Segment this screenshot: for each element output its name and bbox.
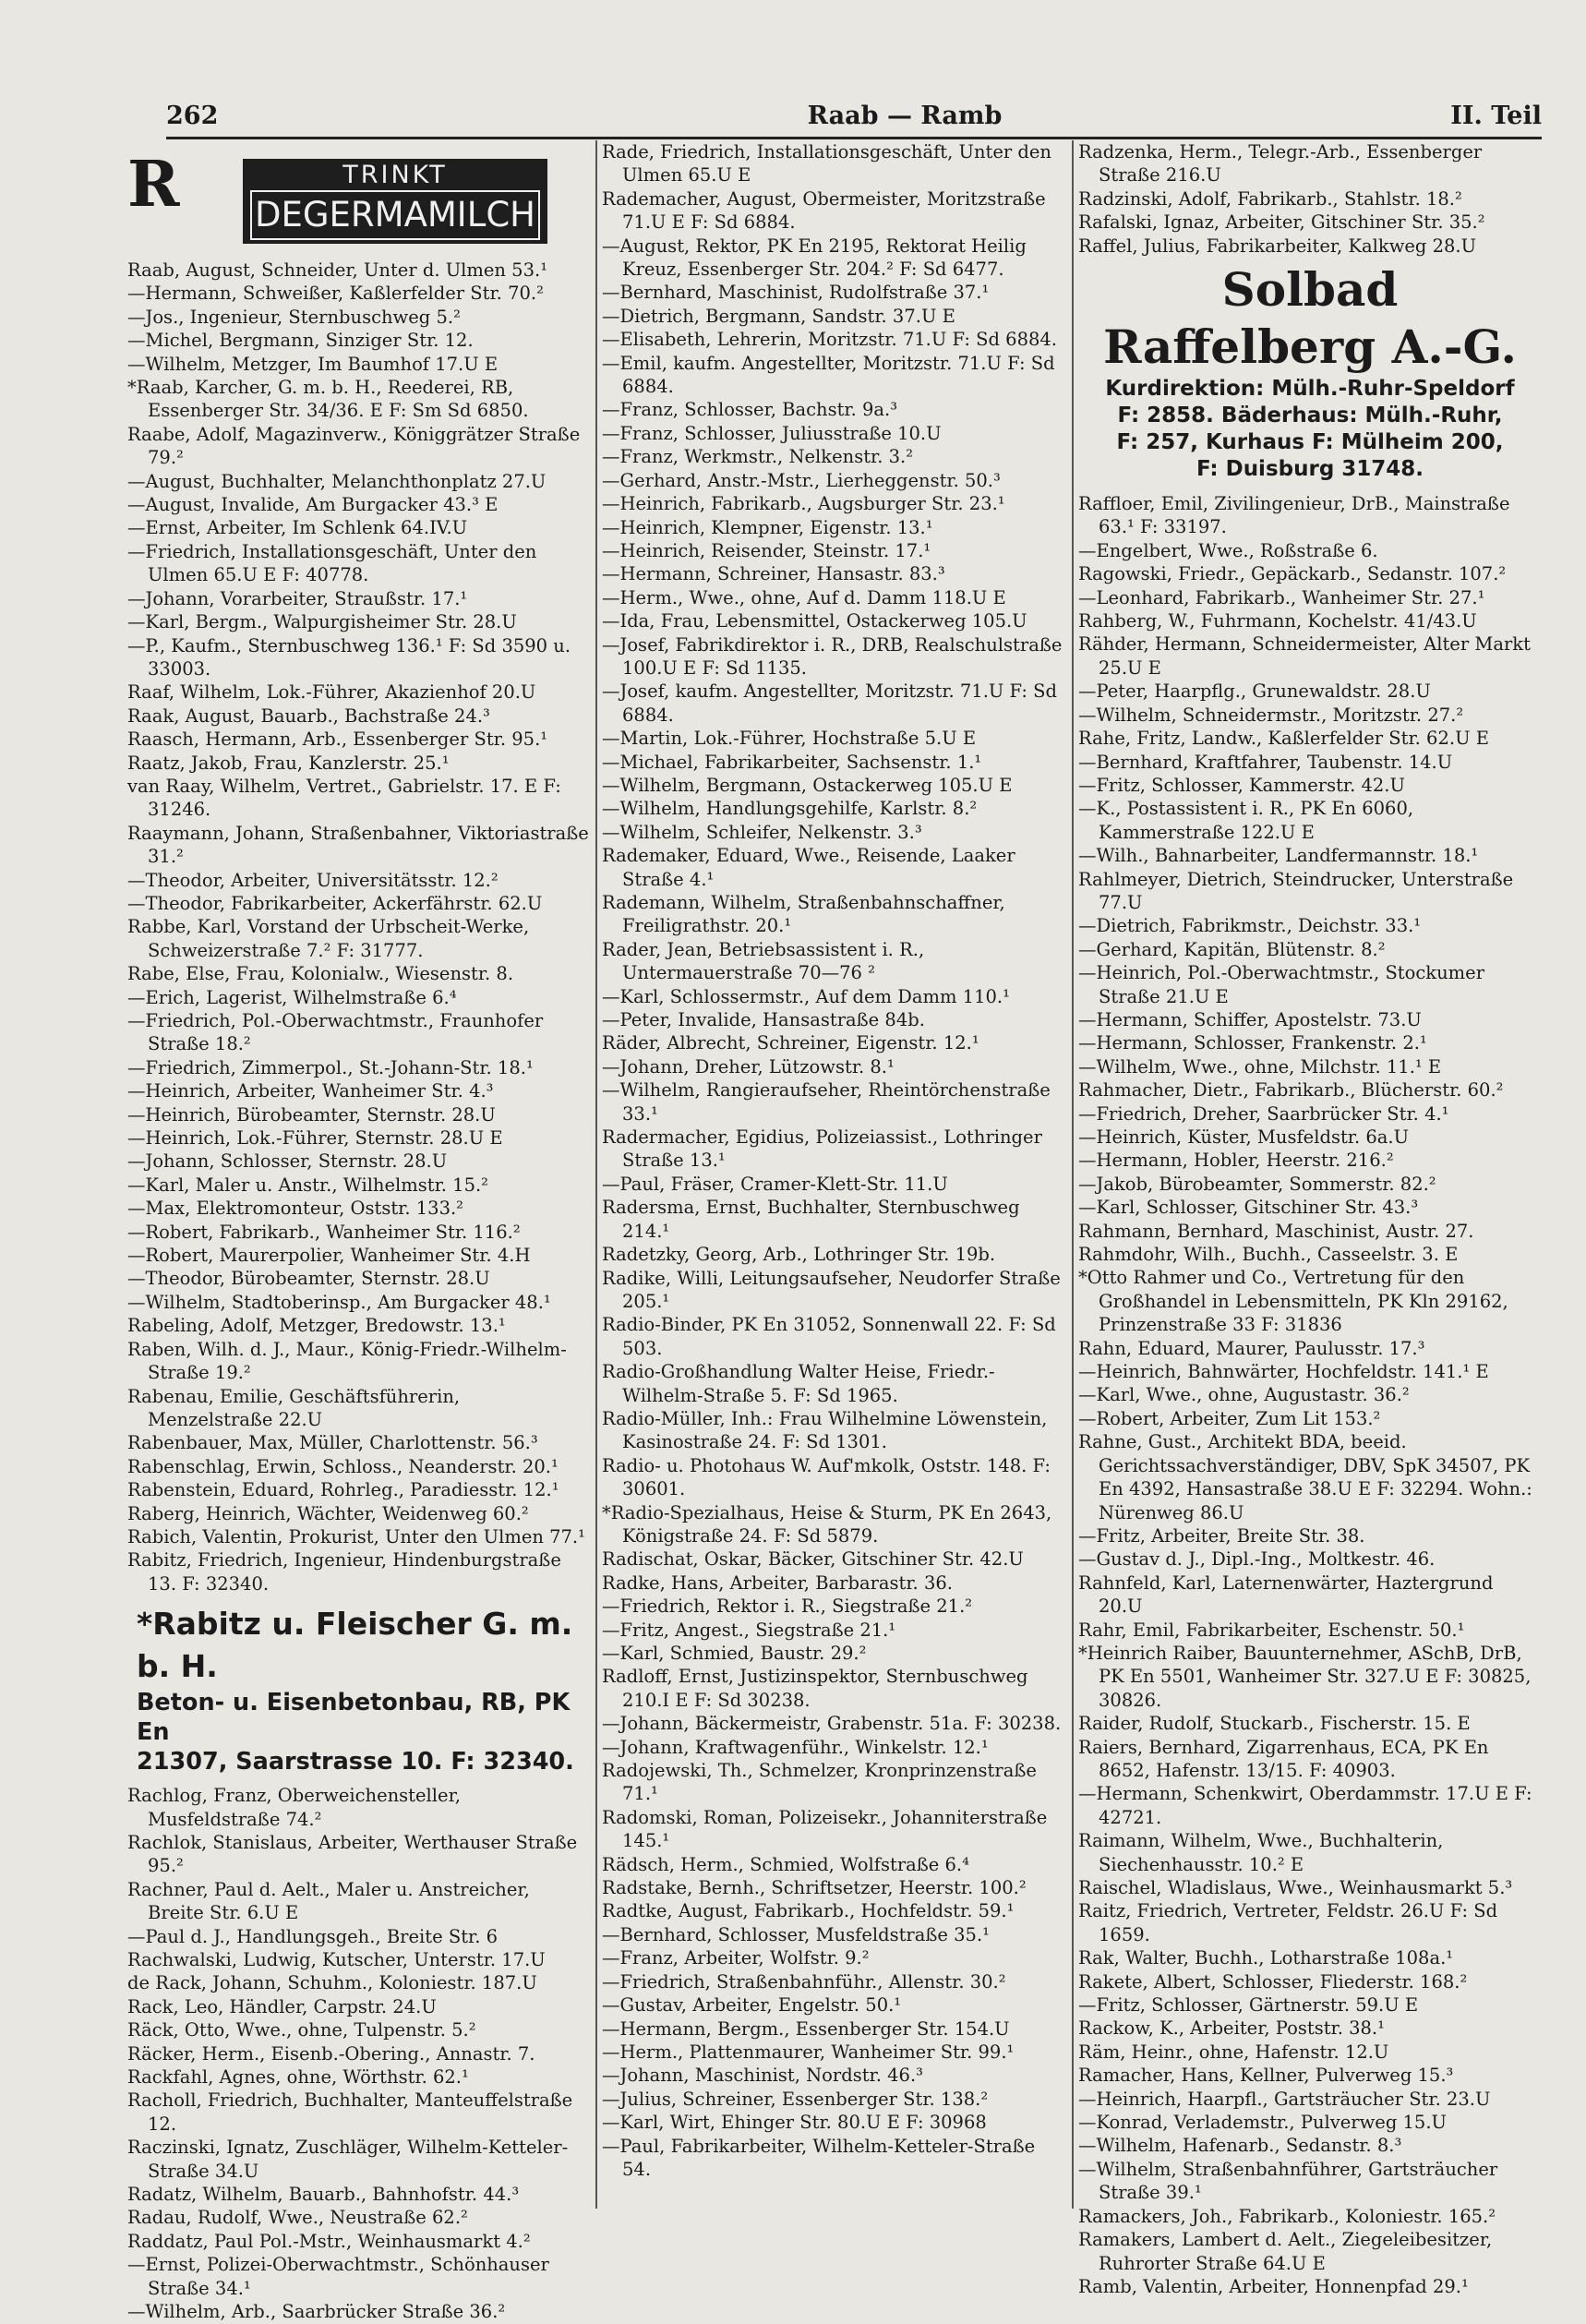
directory-entry: Rahr, Emil, Fabrikarbeiter, Eschenstr. 50.¹	[1078, 1619, 1465, 1641]
directory-entry: Radtke, August, Fabrikarb., Hochfeldstr. 59.¹	[602, 1900, 1015, 1922]
directory-entry: Raaymann, Johann, Straßenbahner, Viktoriastraße 31.²	[127, 822, 589, 868]
column-3	[1078, 140, 1542, 2297]
page-range: Raab — Ramb	[807, 102, 1003, 130]
directory-entry: *Raab, Karcher, G. m. b. H., Reederei, RB, Essenberger Str. 34/36. E F: Sm Sd 6850.	[127, 377, 529, 422]
directory-entry: —Johann, Bäckermeistr, Grabenstr. 51a. F: 30238.	[602, 1713, 1062, 1735]
directory-entry: —Ernst, Arbeiter, Im Schlenk 64.IV.U	[127, 517, 468, 539]
directory-entry: Rachlog, Franz, Oberweichensteller, Musfeldstraße 74.²	[127, 1785, 461, 1830]
directory-entry: Radio-Großhandlung Walter Heise, Friedr.-Wilhelm-Straße 5. F: Sd 1965.	[602, 1361, 995, 1406]
directory-entry: —Karl, Wwe., ohne, Augustastr. 36.²	[1078, 1384, 1410, 1406]
milk-advertisement	[243, 159, 547, 244]
directory-entry: —Friedrich, Rektor i. R., Siegstraße 21.²	[602, 1595, 973, 1618]
directory-entry: —Karl, Schmied, Baustr. 29.²	[602, 1643, 867, 1664]
directory-entry: —Wilhelm, Stadtoberinsp., Am Burgacker 48.¹	[127, 1291, 551, 1313]
directory-entry: —Wilhelm, Bergmann, Ostackerweg 105.U E	[602, 774, 1013, 796]
directory-entry: Raider, Rudolf, Stuckarb., Fischerstr. 15. E	[1078, 1713, 1471, 1735]
rabitz-ad-title: *Rabitz u. Fleischer G. m. b. H.	[137, 1606, 573, 1685]
directory-entry: Radatz, Wilhelm, Bauarb., Bahnhofstr. 44.³	[127, 2184, 520, 2206]
directory-entry: Raaf, Wilhelm, Lok.-Führer, Akazienhof 20.U	[127, 681, 536, 704]
directory-entry: —Hermann, Schlosser, Frankenstr. 2.¹	[1078, 1032, 1427, 1054]
directory-entry: —Wilh., Bahnarbeiter, Landfermannstr. 18.¹	[1078, 845, 1479, 867]
directory-entry: Rähder, Hermann, Schneidermeister, Alter Markt 25.U E	[1078, 633, 1531, 679]
directory-entry: —Konrad, Verlademstr., Pulverweg 15.U	[1078, 2112, 1447, 2134]
entries-col1-a	[127, 259, 589, 1595]
directory-entry: —August, Invalide, Am Burgacker 43.³ E	[127, 494, 499, 516]
directory-entry: —Friedrich, Pol.-Oberwachtmstr., Fraunhofer Straße 18.²	[127, 1010, 544, 1055]
directory-entry: —Dietrich, Fabrikmstr., Deichstr. 33.¹	[1078, 915, 1422, 937]
directory-entry: —Franz, Schlosser, Juliusstraße 10.U	[602, 422, 942, 444]
directory-entry: Racholl, Friedrich, Buchhalter, Manteuffelstraße 12.	[127, 2089, 573, 2135]
directory-entry: Rahmacher, Dietr., Fabrikarb., Blücherstr. 60.²	[1078, 1079, 1504, 1102]
directory-entry: —Paul, Fabrikarbeiter, Wilhelm-Ketteler-Straße 54.	[602, 2135, 1036, 2180]
directory-entry: —Heinrich, Fabrikarb., Augsburger Str. 23.¹	[602, 493, 1005, 515]
directory-entry: *Radio-Spezialhaus, Heise & Sturm, PK En 2643, Königstraße 24. F: Sd 5879.	[602, 1501, 1052, 1547]
directory-entry: —Johann, Dreher, Lützowstr. 8.¹	[602, 1055, 895, 1078]
directory-entry: —Gustav d. J., Dipl.-Ing., Moltkestr. 46.	[1078, 1548, 1436, 1571]
directory-entry: —Wilhelm, Straßenbahnführer, Gartsträucher Straße 39.¹	[1078, 2158, 1498, 2204]
directory-entry: Raasch, Hermann, Arb., Essenberger Str. 95.¹	[127, 729, 548, 751]
directory-entry: Radzinski, Adolf, Fabrikarb., Stahlstr. 18.²	[1078, 187, 1462, 210]
directory-entry: —Theodor, Bürobeamter, Sternstr. 28.U	[127, 1268, 490, 1290]
directory-entry: Rackfahl, Agnes, ohne, Wörthstr. 62.¹	[127, 2066, 469, 2089]
directory-entry: van Raay, Wilhelm, Vertret., Gabrielstr. 17. E F: 31246.	[127, 775, 561, 821]
directory-entry: —Hermann, Schiffer, Apostelstr. 73.U	[1078, 1008, 1422, 1030]
directory-entry: —Max, Elektromonteur, Oststr. 133.²	[127, 1198, 463, 1220]
directory-entry: —Michael, Fabrikarbeiter, Sachsenstr. 1.¹	[602, 751, 982, 773]
milk-ad-line2: DEGERMAMILCH	[250, 190, 540, 240]
directory-entry: Rahne, Gust., Architekt BDA, beeid. Gerichtssachverständiger, DBV, SpK 34507, PK En 4392, Hansastraße 38.U E F: 32294. Wohn.: Nürenweg 86.U	[1078, 1431, 1532, 1523]
directory-entry: —Heinrich, Pol.-Oberwachtmstr., Stockumer Straße 21.U E	[1078, 962, 1485, 1007]
directory-entry: —Emil, kaufm. Angestellter, Moritzstr. 71.U F: Sd 6884.	[602, 352, 1055, 398]
directory-entry: Radstake, Bernh., Schriftsetzer, Heerstr. 100.²	[602, 1877, 1027, 1899]
directory-entry: —Heinrich, Klempner, Eigenstr. 13.¹	[602, 516, 933, 538]
directory-entry: —Karl, Bergm., Walpurgisheimer Str. 28.U	[127, 611, 517, 633]
directory-entry: —Heinrich, Reisender, Steinstr. 17.¹	[602, 539, 931, 561]
directory-entry: —K., Postassistent i. R., PK En 6060, Kammerstraße 122.U E	[1078, 798, 1414, 843]
directory-entry: —Elisabeth, Lehrerin, Moritzstr. 71.U F: Sd 6884.	[602, 329, 1057, 351]
directory-entry: Radio- u. Photohaus W. Auf'mkolk, Oststr. 148. F: 30601.	[602, 1454, 1051, 1500]
directory-entry: —August, Buchhalter, Melanchthonplatz 27.U	[127, 470, 547, 492]
directory-entry: de Rack, Johann, Schuhm., Koloniestr. 187.U	[127, 1972, 537, 1994]
section-head	[127, 140, 589, 259]
directory-entry: —Gerhard, Kapitän, Blütenstr. 8.²	[1078, 938, 1386, 960]
directory-entry: —Friedrich, Straßenbahnführ., Allenstr. 30.²	[602, 1970, 1006, 1993]
directory-entry: —Jakob, Bürobeamter, Sommerstr. 82.²	[1078, 1173, 1436, 1195]
directory-entry: —Fritz, Schlosser, Kammerstr. 42.U	[1078, 774, 1405, 796]
directory-entry: —Johann, Vorarbeiter, Straußstr. 17.¹	[127, 587, 468, 609]
directory-entry: Ramacher, Hans, Kellner, Pulverweg 15.³	[1078, 2065, 1454, 2087]
directory-entry: —Heinrich, Lok.-Führer, Sternstr. 28.U E	[127, 1127, 503, 1150]
directory-entry: Raimann, Wilhelm, Wwe., Buchhalterin, Siechenhausstr. 10.² E	[1078, 1830, 1444, 1875]
directory-entry: —Hermann, Hobler, Heerstr. 216.²	[1078, 1150, 1394, 1172]
directory-entry: Rafalski, Ignaz, Arbeiter, Gitschiner Str. 35.²	[1078, 211, 1485, 234]
directory-entry: *Otto Rahmer und Co., Vertretung für den Großhandel in Lebensmitteln, PK Kln 29162, Prinzenstraße 33 F: 31836	[1078, 1267, 1508, 1336]
directory-entry: Rakete, Albert, Schlosser, Fliederstr. 168.²	[1078, 1970, 1468, 1993]
directory-entry: Raabe, Adolf, Magazinverw., Königgrätzer Straße 79.²	[127, 423, 581, 469]
directory-entry: Rahmdohr, Wilh., Buchh., Casseelstr. 3. E	[1078, 1244, 1459, 1266]
rabitz-ad-line1: Beton- u. Eisenbetonbau, RB, PK En	[137, 1689, 571, 1747]
directory-entry: —Fritz, Schlosser, Gärtnerstr. 59.U E	[1078, 1994, 1419, 2017]
solbad-advertisement	[1078, 261, 1542, 483]
directory-entry: —Heinrich, Bürobeamter, Sternstr. 28.U	[127, 1103, 496, 1126]
directory-entry: Raben, Wilh. d. J., Maur., König-Friedr.-Wilhelm-Straße 19.²	[127, 1338, 567, 1384]
directory-entry: —Leonhard, Fabrikarb., Wanheimer Str. 27.¹	[1078, 586, 1485, 608]
directory-entry: Rahe, Fritz, Landw., Kaßlerfelder Str. 62.U E	[1078, 728, 1489, 750]
directory-entry: —Robert, Arbeiter, Zum Lit 153.²	[1078, 1407, 1381, 1429]
directory-entry: —Martin, Lok.-Führer, Hochstraße 5.U E	[602, 728, 977, 750]
column-2	[602, 140, 1063, 2209]
directory-entry: Rabich, Valentin, Prokurist, Unter den Ulmen 77.¹	[127, 1525, 585, 1547]
directory-entry: Radomski, Roman, Polizeisekr., Johanniterstraße 145.¹	[602, 1806, 1048, 1852]
rabitz-ad-line2: 21307, Saarstrasse 10. F: 32340.	[137, 1748, 574, 1776]
directory-entry: Raitz, Friedrich, Vertreter, Feldstr. 26.U F: Sd 1659.	[1078, 1900, 1498, 1945]
entries-col1-b	[127, 1784, 589, 2323]
entries-col2	[602, 140, 1063, 2181]
header-rule	[166, 137, 1542, 139]
directory-entry: Radersma, Ernst, Buchhalter, Sternbuschweg 214.¹	[602, 1197, 1020, 1242]
directory-entry: —Wilhelm, Handlungsgehilfe, Karlstr. 8.²	[602, 798, 978, 820]
directory-entry: —Hermann, Schweißer, Kaßlerfelder Str. 70.²	[127, 283, 544, 305]
directory-entry: Rademann, Wilhelm, Straßenbahnschaffner, Freiligrathstr. 20.¹	[602, 892, 1005, 937]
directory-entry: —Gustav, Arbeiter, Engelstr. 50.¹	[602, 1994, 902, 2017]
directory-entry: Rade, Friedrich, Installationsgeschäft, Unter den Ulmen 65.U E	[602, 141, 1051, 187]
directory-entry: Rabenbauer, Max, Müller, Charlottenstr. 56.³	[127, 1432, 538, 1454]
directory-entry: —Karl, Schlosser, Gitschiner Str. 43.³	[1078, 1197, 1419, 1219]
directory-part: II. Teil	[1450, 102, 1542, 130]
directory-entry: —Josef, Fabrikdirektor i. R., DRB, Realschulstraße 100.U E F: Sd 1135.	[602, 633, 1063, 679]
directory-entry: Radischat, Oskar, Bäcker, Gitschiner Str. 42.U	[602, 1548, 1024, 1571]
directory-entry: —Herm., Plattenmaurer, Wanheimer Str. 99.¹	[602, 2041, 1015, 2063]
column-1	[127, 140, 589, 2323]
directory-entry: Ramakers, Lambert d. Aelt., Ziegeleibesitzer, Ruhrorter Straße 64.U E	[1078, 2229, 1493, 2274]
entries-col3-b	[1078, 492, 1542, 2298]
directory-entry: Raischel, Wladislaus, Wwe., Weinhausmarkt 5.³	[1078, 1877, 1513, 1898]
directory-entry: —Johann, Maschinist, Nordstr. 46.³	[602, 2065, 923, 2087]
directory-entry: —Wilhelm, Hafenarb., Sedanstr. 8.³	[1078, 2135, 1402, 2157]
page-number: 262	[166, 102, 219, 130]
solbad-ad-line3: F: 257, Kurhaus F: Mülheim 200,	[1116, 430, 1504, 455]
directory-entry: —Karl, Schlossermstr., Auf dem Damm 110.¹	[602, 985, 1010, 1007]
directory-entry: —Franz, Werkmstr., Nelkenstr. 3.²	[602, 446, 914, 468]
directory-entry: Raiers, Bernhard, Zigarrenhaus, ECA, PK En 8652, Hafenstr. 13/15. F: 40903.	[1078, 1736, 1489, 1781]
directory-entry: —Heinrich, Arbeiter, Wanheimer Str. 4.³	[127, 1080, 494, 1102]
directory-entry: Radke, Hans, Arbeiter, Barbarastr. 36.	[602, 1571, 953, 1594]
directory-entry: Rak, Walter, Buchh., Lotharstraße 108a.¹	[1078, 1947, 1454, 1969]
directory-entry: Rack, Leo, Händler, Carpstr. 24.U	[127, 1995, 437, 2017]
directory-entry: —Herm., Wwe., ohne, Auf d. Damm 118.U E	[602, 586, 1006, 608]
directory-entry: —Josef, kaufm. Angestellter, Moritzstr. 71.U F: Sd 6884.	[602, 680, 1057, 726]
directory-entry: Radzenka, Herm., Telegr.-Arb., Essenberger Straße 216.U	[1078, 141, 1483, 187]
directory-entry: —Peter, Invalide, Hansastraße 84b.	[602, 1009, 925, 1031]
page-header	[166, 102, 1542, 138]
directory-entry: Ramackers, Joh., Fabrikarb., Koloniestr. 165.²	[1078, 2205, 1496, 2227]
directory-entry: Rabe, Else, Frau, Kolonialw., Wiesenstr. 8.	[127, 963, 514, 985]
directory-entry: —Wilhelm, Schneidermstr., Moritzstr. 27.²	[1078, 704, 1464, 726]
directory-entry: —Erich, Lagerist, Wilhelmstraße 6.⁴	[127, 986, 457, 1008]
directory-entry: —P., Kaufm., Sternbuschweg 136.¹ F: Sd 3590 u. 33003.	[127, 634, 571, 680]
directory-entry: *Heinrich Raiber, Bauunternehmer, ASchB, DrB, PK En 5501, Wanheimer Str. 327.U E F: 30825, 30826.	[1078, 1642, 1532, 1711]
directory-entry: Radetzky, Georg, Arb., Lothringer Str. 19b.	[602, 1244, 996, 1266]
directory-entry: Raddatz, Paul Pol.-Mstr., Weinhausmarkt 4.²	[127, 2230, 531, 2252]
directory-entry: —Robert, Fabrikarb., Wanheimer Str. 116.²	[127, 1221, 521, 1243]
directory-entry: —Michel, Bergmann, Sinziger Str. 12.	[127, 330, 474, 352]
directory-entry: —Heinrich, Haarpfl., Gartsträucher Str. 23.U	[1078, 2088, 1491, 2110]
directory-entry: —Friedrich, Dreher, Saarbrücker Str. 4.¹	[1078, 1102, 1449, 1125]
directory-entry: —Engelbert, Wwe., Roßstraße 6.	[1078, 539, 1378, 561]
directory-entry: —Johann, Kraftwagenführ., Winkelstr. 12.¹	[602, 1736, 989, 1758]
solbad-ad-line4: F: Duisburg 31748.	[1196, 457, 1424, 482]
directory-entry: —Bernhard, Maschinist, Rudolfstraße 37.¹	[602, 282, 990, 304]
directory-entry: —Dietrich, Bergmann, Sandstr. 37.U E	[602, 305, 955, 327]
directory-entry: —Ida, Frau, Lebensmittel, Ostackerweg 105.U	[602, 610, 1027, 632]
section-letter: R	[127, 148, 180, 222]
directory-entry: Rahlmeyer, Dietrich, Steindrucker, Unterstraße 77.U	[1078, 868, 1514, 913]
directory-entry: Rädsch, Herm., Schmied, Wolfstraße 6.⁴	[602, 1853, 969, 1875]
solbad-ad-name: Solbad Raffelberg A.-G.	[1103, 262, 1517, 375]
directory-entry: Rahnfeld, Karl, Laternenwärter, Haztergrund 20.U	[1078, 1571, 1494, 1618]
directory-entry: Rabenstein, Eduard, Rohrleg., Paradiesstr. 12.¹	[127, 1479, 559, 1501]
directory-entry: Radau, Rudolf, Wwe., Neustraße 62.²	[127, 2207, 468, 2229]
directory-entry: —Gerhard, Anstr.-Mstr., Lierheggenstr. 50.³	[602, 469, 1001, 491]
directory-entry: Rachwalski, Ludwig, Kutscher, Unterstr. 17.U	[127, 1949, 546, 1970]
directory-entry: Rabenschlag, Erwin, Schloss., Neanderstr. 20.¹	[127, 1455, 559, 1477]
milk-ad-line1: TRINKT	[342, 161, 448, 189]
directory-entry: —Fritz, Arbeiter, Breite Str. 38.	[1078, 1524, 1365, 1547]
directory-entry: —Ernst, Polizei-Oberwachtmstr., Schönhauser Straße 34.¹	[127, 2254, 549, 2299]
directory-entry: —Franz, Arbeiter, Wolfstr. 9.²	[602, 1947, 870, 1969]
directory-entry: —Jos., Ingenieur, Sternbuschweg 5.²	[127, 306, 461, 328]
directory-entry: Raatz, Jakob, Frau, Kanzlerstr. 25.¹	[127, 752, 450, 774]
directory-entry: Rader, Jean, Betriebsassistent i. R., Untermauerstraße 70—76 ²	[602, 938, 925, 984]
directory-entry: —Wilhelm, Rangieraufseher, Rheintörchenstraße 33.¹	[602, 1079, 1051, 1125]
solbad-ad-line1: Kurdirektion: Mülh.-Ruhr-Speldorf	[1105, 377, 1515, 402]
directory-entry: Radojewski, Th., Schmelzer, Kronprinzenstraße 71.¹	[602, 1760, 1037, 1805]
directory-entry: —Wilhelm, Wwe., ohne, Milchstr. 11.¹ E	[1078, 1055, 1442, 1078]
directory-entry: —Johann, Schlosser, Sternstr. 28.U	[127, 1150, 448, 1173]
directory-entry: Ragowski, Friedr., Gepäckarb., Sedanstr. 107.²	[1078, 563, 1507, 585]
directory-entry: —Hermann, Schreiner, Hansastr. 83.³	[602, 563, 945, 585]
directory-entry: Rahmann, Bernhard, Maschinist, Austr. 27.	[1078, 1220, 1474, 1242]
directory-entry: —Karl, Maler u. Anstr., Wilhelmstr. 15.²	[127, 1174, 488, 1196]
directory-entry: Raffel, Julius, Fabrikarbeiter, Kalkweg 28.U	[1078, 235, 1477, 257]
directory-entry: —Theodor, Arbeiter, Universitätsstr. 12.²	[127, 869, 499, 891]
directory-entry: Radio-Müller, Inh.: Frau Wilhelmine Löwenstein, Kasinostraße 24. F: Sd 1301.	[602, 1407, 1048, 1453]
directory-entry: —August, Rektor, PK En 2195, Rektorat Heilig Kreuz, Essenberger Str. 204.² F: Sd 6477.	[602, 235, 1027, 281]
directory-entry: —Paul d. J., Handlungsgeh., Breite Str. 6	[127, 1925, 499, 1947]
directory-entry: —Peter, Haarpflg., Grunewaldstr. 28.U	[1078, 680, 1431, 703]
directory-entry: Rabeling, Adolf, Metzger, Bredowstr. 13.¹	[127, 1315, 506, 1337]
directory-entry: Rabbe, Karl, Vorstand der Urbscheit-Werke, Schweizerstraße 7.² F: 31777.	[127, 916, 530, 961]
directory-entry: Rabitz, Friedrich, Ingenieur, Hindenburgstraße 13. F: 32340.	[127, 1549, 561, 1595]
directory-entry: Radloff, Ernst, Justizinspektor, Sternbuschweg 210.I E F: Sd 30238.	[602, 1666, 1028, 1711]
directory-entry: —Hermann, Bergm., Essenberger Str. 154.U	[602, 2017, 1010, 2040]
directory-entry: Radike, Willi, Leitungsaufseher, Neudorfer Straße 205.¹	[602, 1267, 1061, 1312]
directory-entry: Raczinski, Ignatz, Zuschläger, Wilhelm-Ketteler-Straße 34.U	[127, 2137, 569, 2182]
directory-entry: —Bernhard, Schlosser, Musfeldstraße 35.¹	[602, 1923, 990, 1945]
directory-entry: —Hermann, Schenkwirt, Oberdammstr. 17.U E F: 42721.	[1078, 1783, 1532, 1828]
directory-entry: —Julius, Schreiner, Essenberger Str. 138.²	[602, 2088, 989, 2110]
directory-entry: —Robert, Maurerpolier, Wanheimer Str. 4.H	[127, 1245, 531, 1267]
directory-entry: —Friedrich, Zimmerpol., St.-Johann-Str. 18.¹	[127, 1056, 534, 1078]
directory-entry: Rachlok, Stanislaus, Arbeiter, Werthauser Straße 95.²	[127, 1831, 578, 1877]
directory-entry: —Paul, Fräser, Cramer-Klett-Str. 11.U	[602, 1173, 948, 1195]
directory-entry: —Wilhelm, Schleifer, Nelkenstr. 3.³	[602, 821, 922, 843]
rabitz-advertisement	[127, 1603, 589, 1776]
directory-entry: Radio-Binder, PK En 31052, Sonnenwall 22. F: Sd 503.	[602, 1314, 1056, 1359]
directory-entry: Rackow, K., Arbeiter, Poststr. 38.¹	[1078, 2017, 1385, 2040]
directory-entry: —Bernhard, Kraftfahrer, Taubenstr. 14.U	[1078, 751, 1453, 773]
directory-entry: —Theodor, Fabrikarbeiter, Ackerfährstr. 62.U	[127, 892, 543, 914]
directory-entry: Raberg, Heinrich, Wächter, Weidenweg 60.²	[127, 1502, 529, 1524]
directory-entry: Rabenau, Emilie, Geschäftsführerin, Menzelstraße 22.U	[127, 1385, 461, 1430]
directory-entry: Rachner, Paul d. Aelt., Maler u. Anstreicher, Breite Str. 6.U E	[127, 1878, 530, 1924]
directory-entry: Radermacher, Egidius, Polizeiassist., Lothringer Straße 13.¹	[602, 1126, 1042, 1172]
directory-entry: Rademacher, August, Obermeister, Moritzstraße 71.U E F: Sd 6884.	[602, 187, 1046, 234]
directory-entry: —Wilhelm, Metzger, Im Baumhof 17.U E	[127, 353, 499, 375]
column-rule-1	[595, 140, 597, 2209]
directory-entry: Raab, August, Schneider, Unter d. Ulmen 53.¹	[127, 259, 548, 281]
directory-entry: Räm, Heinr., ohne, Hafenstr. 12.U	[1078, 2041, 1389, 2063]
directory-entry: —Fritz, Angest., Siegstraße 21.¹	[602, 1619, 896, 1641]
directory-entry: Ramb, Valentin, Arbeiter, Honnenpfad 29.¹	[1078, 2275, 1469, 2297]
directory-entry: —Friedrich, Installationsgeschäft, Unter den Ulmen 65.U E F: 40778.	[127, 540, 537, 586]
directory-entry: —Heinrich, Bahnwärter, Hochfeldstr. 141.¹ E	[1078, 1361, 1489, 1383]
directory-entry: Räcker, Herm., Eisenb.-Obering., Annastr. 7.	[127, 2042, 535, 2065]
directory-entry: Raffloer, Emil, Zivilingenieur, DrB., Mainstraße 63.¹ F: 33197.	[1078, 493, 1510, 538]
directory-entry: Rahn, Eduard, Maurer, Paulusstr. 17.³	[1078, 1337, 1425, 1359]
directory-entry: —Wilhelm, Arb., Saarbrücker Straße 36.²	[127, 2301, 506, 2323]
directory-entry: —Heinrich, Küster, Musfeldstr. 6a.U	[1078, 1126, 1410, 1148]
directory-entry: Räder, Albrecht, Schreiner, Eigenstr. 12.¹	[602, 1032, 979, 1054]
solbad-ad-line2: F: 2858. Bäderhaus: Mülh.-Ruhr,	[1117, 403, 1503, 428]
column-rule-2	[1072, 140, 1074, 2209]
directory-entry: —Franz, Schlosser, Bachstr. 9a.³	[602, 399, 898, 421]
directory-entry: Raak, August, Bauarb., Bachstraße 24.³	[127, 704, 490, 727]
entries-col3-a	[1078, 140, 1542, 258]
directory-entry: Räck, Otto, Wwe., ohne, Tulpenstr. 5.²	[127, 2019, 476, 2041]
directory-entry: Rahberg, W., Fuhrmann, Kochelstr. 41/43.U	[1078, 610, 1477, 632]
directory-entry: —Karl, Wirt, Ehinger Str. 80.U E F: 30968	[602, 2112, 987, 2134]
directory-entry: Rademaker, Eduard, Wwe., Reisende, Laaker Straße 4.¹	[602, 845, 1015, 890]
